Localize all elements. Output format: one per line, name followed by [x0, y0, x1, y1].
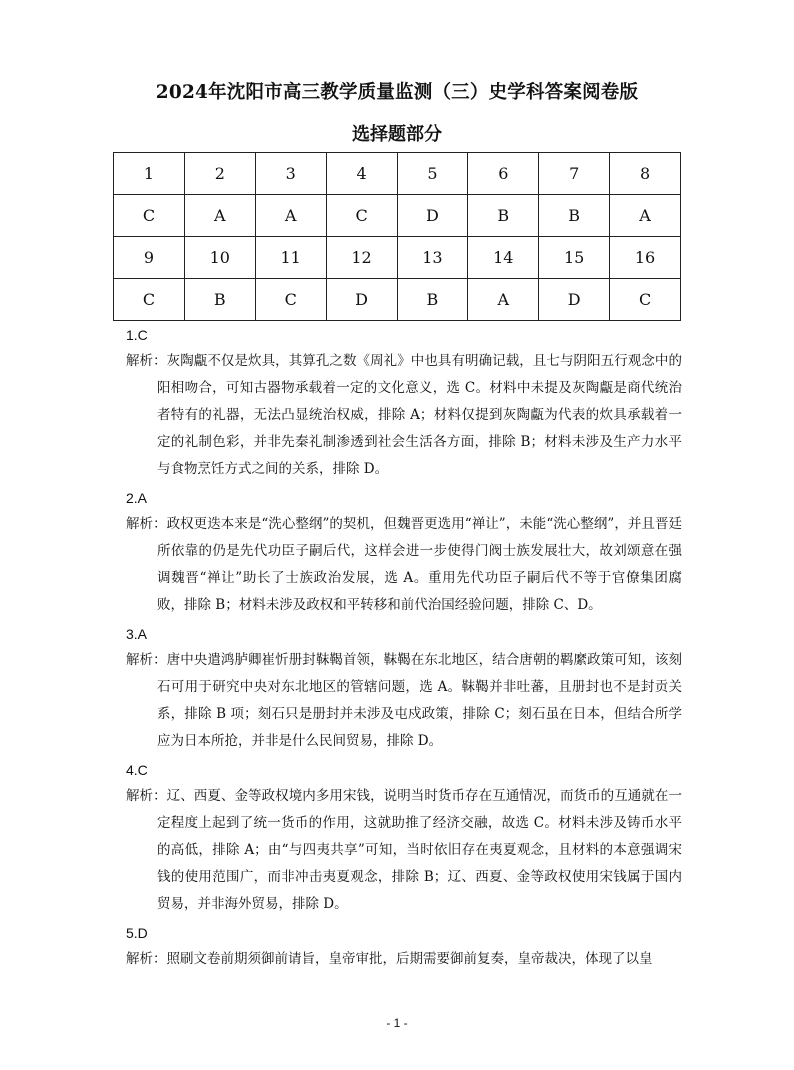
- question-answer-label: 5.D: [126, 925, 148, 941]
- answer-cell: B: [397, 279, 468, 321]
- question-number-cell: 4: [326, 153, 397, 195]
- question-number-cell: 13: [397, 237, 468, 279]
- answer-cell: A: [255, 195, 326, 237]
- question-answer-label: 3.A: [126, 626, 148, 642]
- answer-cell: B: [468, 195, 539, 237]
- page-title: 2024年沈阳市高三教学质量监测（三）史学科答案阅卷版: [155, 82, 639, 103]
- question-number-cell: 7: [539, 153, 610, 195]
- question-number-cell: 2: [184, 153, 255, 195]
- question-block: [126, 920, 682, 973]
- question-block: [126, 322, 682, 483]
- answer-cell: A: [468, 279, 539, 321]
- answer-cell: A: [184, 195, 255, 237]
- question-answer-label: 1.C: [126, 327, 148, 343]
- page-number: - 1 -: [386, 1016, 408, 1030]
- question-number-cell: 8: [610, 153, 681, 195]
- question-number-cell: 10: [184, 237, 255, 279]
- section-title: 选择题部分: [352, 124, 442, 145]
- question-explanation: 解析：政权更迭本来是“洗心整纲”的契机，但魏晋更选用“禅让”，未能“洗心整纲”，并且晋廷所依靠的仍是先代功臣子嗣后代，这样会进一步使得门阀士族发展壮大，故刘颂意在强调魏晋“禅让”助长了士族政治发展，选 A。重用先代功臣子嗣后代不等于官僚集团腐败，排除 B；材料未涉及政权和平转移和前代治国经验问题，排除 C、D。: [126, 516, 682, 613]
- question-explanation: 解析：辽、西夏、金等政权境内多用宋钱，说明当时货币存在互通情况，而货币的互通就在一定程度上起到了统一货币的作用，这就助推了经济交融，故选 C。材料未涉及铸币水平的高低，排除 A；由“与四夷共享”可知，当时依旧存在夷夏观念，且材料的本意强调宋钱的使用范围广，而非冲击夷夏观念，排除 B；辽、西夏、金等政权使用宋钱属于国内贸易，并非海外贸易，排除 D。: [126, 788, 682, 912]
- question-number-cell: 3: [255, 153, 326, 195]
- answer-cell: A: [610, 195, 681, 237]
- question-block: [126, 485, 682, 619]
- question-number-cell: 11: [255, 237, 326, 279]
- explanations: [126, 322, 682, 975]
- question-answer-label: 2.A: [126, 490, 148, 506]
- answer-cell: D: [539, 279, 610, 321]
- answer-cell: C: [610, 279, 681, 321]
- question-explanation: 解析：灰陶甗不仅是炊具，其算孔之数《周礼》中也具有明确记载，且七与阴阳五行观念中的阳相吻合，可知古器物承载着一定的文化意义，选 C。材料中未提及灰陶甗是商代统治者特有的礼器，无法凸显统治权威，排除 A；材料仅提到灰陶甗为代表的炊具承载着一定的礼制色彩，并非先秦礼制渗透到社会生活各方面，排除 B；材料未涉及生产力水平与食物烹饪方式之间的关系，排除 D。: [126, 353, 682, 477]
- answer-cell: C: [114, 195, 185, 237]
- answer-cell: B: [184, 279, 255, 321]
- question-number-cell: 6: [468, 153, 539, 195]
- question-explanation: 解析：照刷文卷前期须御前请旨，皇帝审批，后期需要御前复奏，皇帝裁决，体现了以皇: [126, 951, 653, 967]
- answer-cell: B: [539, 195, 610, 237]
- answer-row: [114, 195, 681, 237]
- question-block: [126, 621, 682, 755]
- answer-cell: D: [326, 279, 397, 321]
- answer-row: [114, 279, 681, 321]
- answer-table: [113, 152, 681, 321]
- question-number-row: [114, 237, 681, 279]
- question-answer-label: 4.C: [126, 762, 148, 778]
- question-number-cell: 15: [539, 237, 610, 279]
- answer-cell: C: [326, 195, 397, 237]
- question-number-row: [114, 153, 681, 195]
- question-number-cell: 1: [114, 153, 185, 195]
- question-number-cell: 16: [610, 237, 681, 279]
- question-number-cell: 12: [326, 237, 397, 279]
- question-explanation: 解析：唐中央遣鸿胪卿崔忻册封靺鞨首领，靺鞨在东北地区，结合唐朝的羁縻政策可知，该刻石可用于研究中央对东北地区的管辖问题，选 A。靺鞨并非吐蕃，且册封也不是封贡关系，排除 B 项；刻石只是册封并未涉及屯戍政策，排除 C；刻石虽在日本，但结合所学应为日本所抢，并非是什么民间贸易，排除 D。: [126, 652, 682, 749]
- answer-cell: C: [255, 279, 326, 321]
- question-number-cell: 5: [397, 153, 468, 195]
- answer-cell: D: [397, 195, 468, 237]
- question-number-cell: 14: [468, 237, 539, 279]
- answer-cell: C: [114, 279, 185, 321]
- question-block: [126, 757, 682, 918]
- question-number-cell: 9: [114, 237, 185, 279]
